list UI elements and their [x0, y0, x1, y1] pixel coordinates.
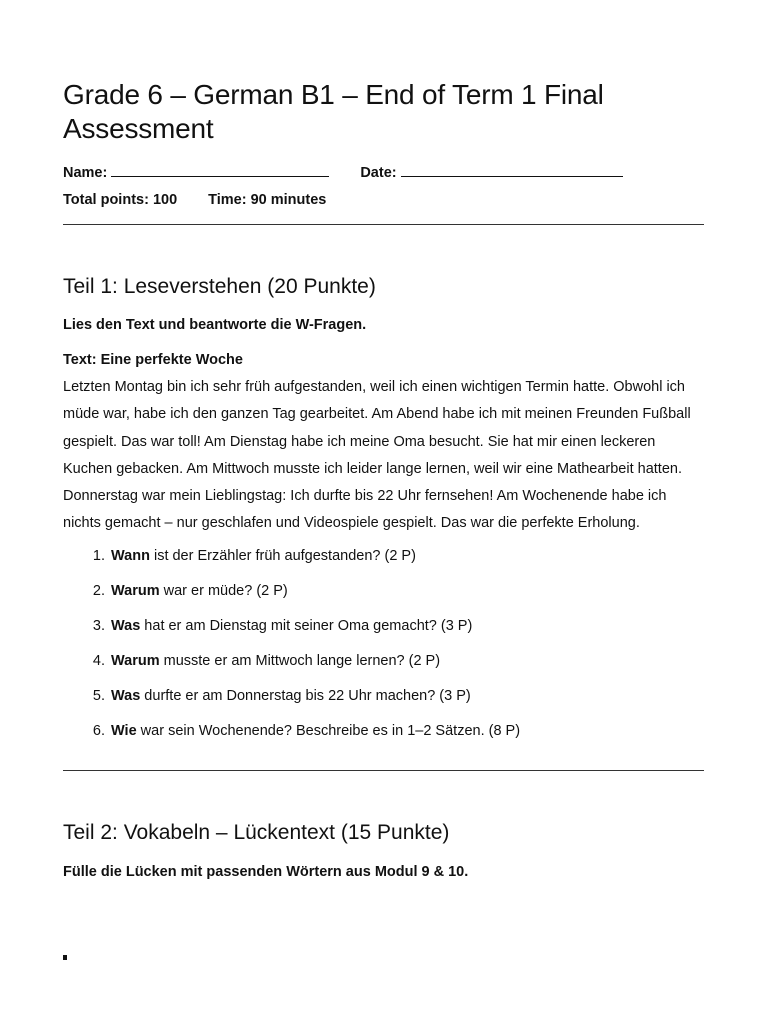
question-text: musste er am Mittwoch lange lernen? (2 P)	[159, 652, 441, 669]
question-keyword: Was	[111, 687, 141, 704]
divider	[63, 770, 704, 771]
page-marker	[63, 955, 67, 960]
total-points: Total points: 100	[63, 192, 178, 208]
question-number: 4.	[92, 652, 105, 669]
date-blank-line[interactable]	[401, 162, 623, 177]
question-text: war er müde? (2 P)	[159, 582, 288, 599]
question-list	[63, 546, 704, 756]
date-label: Date:	[360, 165, 397, 181]
question-number: 5.	[92, 687, 105, 704]
question-text: hat er am Dienstag mit seiner Oma gemacht? (3 P)	[140, 617, 473, 634]
question-keyword: Warum	[111, 652, 160, 669]
question-keyword: Warum	[111, 582, 160, 599]
question-number: 6.	[92, 722, 105, 739]
question-item	[63, 581, 704, 616]
part2-title: Teil 2: Vokabeln – Lückentext (15 Punkte)	[63, 820, 450, 844]
question-item	[63, 721, 704, 756]
time-limit: Time: 90 minutes	[208, 192, 327, 208]
divider	[63, 224, 704, 225]
question-text: war sein Wochenende? Beschreibe es in 1–2 Sätzen. (8 P)	[136, 722, 521, 739]
question-keyword: Wie	[111, 722, 137, 739]
question-keyword: Wann	[111, 547, 150, 564]
name-blank-line[interactable]	[111, 162, 329, 177]
question-number: 2.	[92, 582, 105, 599]
assessment-page	[63, 78, 704, 882]
question-number: 3.	[92, 617, 105, 634]
part1-title: Teil 1: Leseverstehen (20 Punkte)	[63, 275, 376, 298]
name-field	[63, 162, 329, 183]
points-time-row	[63, 190, 704, 210]
question-item	[63, 546, 704, 581]
page-title: Grade 6 – German B1 – End of Term 1 Final Assessment	[63, 79, 604, 144]
part1-instruction: Lies den Text und beantworte die W-Fragen.	[63, 317, 367, 333]
reading-text-title: Text: Eine perfekte Woche	[63, 352, 243, 368]
question-item	[63, 651, 704, 686]
name-label: Name:	[63, 165, 108, 181]
name-date-row	[63, 162, 704, 183]
part2-instruction: Fülle die Lücken mit passenden Wörtern aus Modul 9 & 10.	[63, 863, 469, 880]
reading-passage: Letzten Montag bin ich sehr früh aufgestanden, weil ich einen wichtigen Termin hatte. Obwohl ich müde war, habe ich den ganzen Tag gearbeitet. Am Abend habe ich mit meinen Freunden Fußball gespielt. Das war toll! Am Dienstag habe ich meine Oma besucht. Sie hat mir einen leckeren Kuchen gebacken. Am Mittwoch musste ich leider lange lernen, weil wir eine Mathearbeit hatten. Donnerstag war mein Lieblingstag: Ich durfte bis 22 Uhr fernsehen! Am Wochenende habe ich nichts gemacht – nur geschlafen und Videospiele gespielt. Das war die perfekte Erholung.	[63, 379, 691, 532]
date-field	[360, 162, 622, 183]
question-number: 1.	[92, 547, 105, 564]
question-keyword: Was	[111, 617, 141, 634]
question-item	[63, 616, 704, 651]
question-text: durfte er am Donnerstag bis 22 Uhr machen? (3 P)	[140, 687, 471, 704]
question-item	[63, 686, 704, 721]
question-text: ist der Erzähler früh aufgestanden? (2 P)	[149, 547, 416, 564]
